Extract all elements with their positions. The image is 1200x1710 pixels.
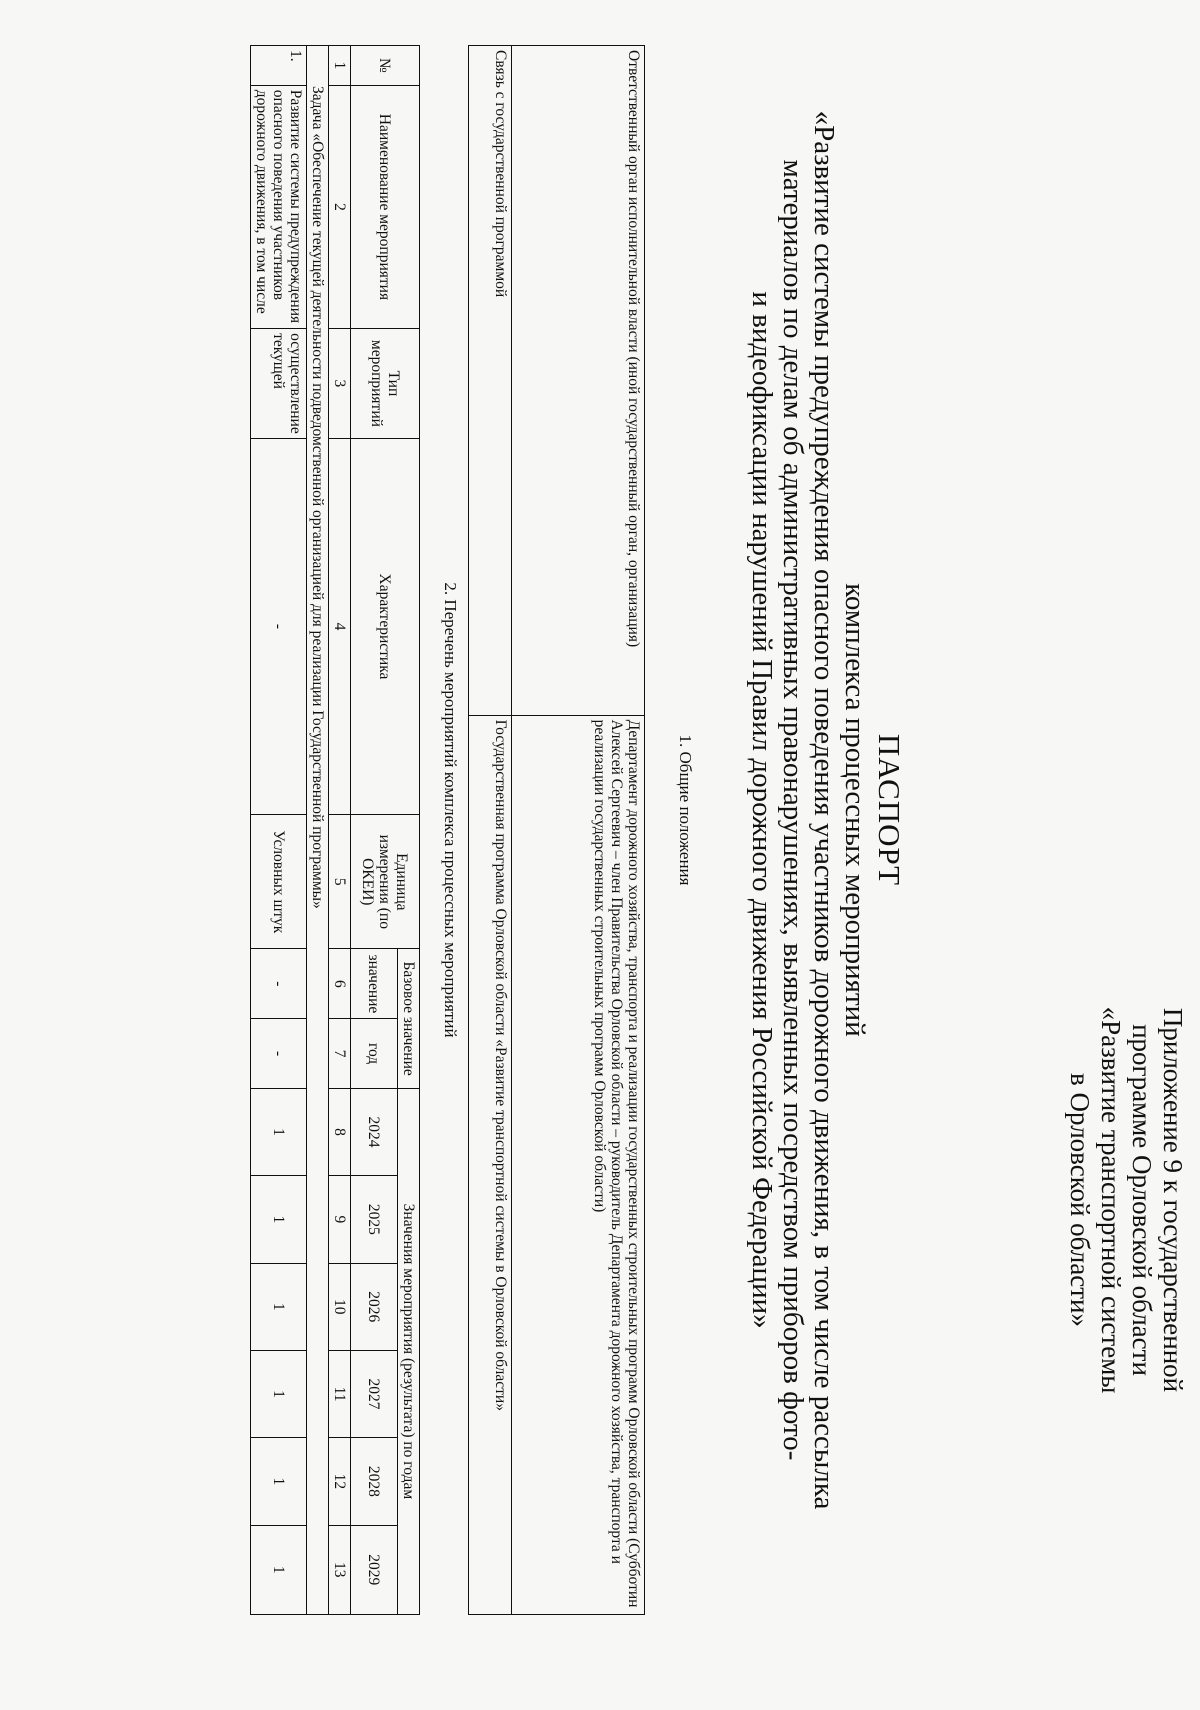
row-year-value: 1 — [251, 1176, 307, 1263]
header-base: Базовое значение — [398, 949, 420, 1088]
index-cell: 7 — [329, 1019, 351, 1088]
index-cell: 3 — [329, 329, 351, 439]
header-type: Тип мероприятий — [351, 329, 420, 439]
header-year: 2025 — [351, 1176, 398, 1263]
appendix-line: в Орловской области» — [1065, 1073, 1095, 1327]
row-base-year: - — [251, 1019, 307, 1088]
header-year: 2026 — [351, 1263, 398, 1350]
appendix-line: программе Орловской области — [1127, 1024, 1157, 1376]
row-type: осуществление текущей — [251, 329, 307, 439]
task-text: Задача «Обеспечение текущей деятельности подведомственной организацией для реализации Государственной программы» — [307, 46, 329, 1615]
table-row — [469, 46, 512, 1615]
table-row — [512, 46, 645, 1615]
row-value: Государственная программа Орловской области «Развитие транспортной системы в Орловской области» — [469, 715, 512, 1614]
index-cell: 11 — [329, 1350, 351, 1437]
index-cell: 10 — [329, 1263, 351, 1350]
header-base-year: год — [351, 1019, 398, 1088]
row-name: Развитие системы предупреждения опасного поведения участников дорожного движения, в том числе — [251, 85, 307, 328]
header-name: Наименование мероприятия — [351, 85, 420, 328]
title-line: «Развитие системы предупреждения опасного поведения участников дорожного движения, в том числе рассылка — [808, 110, 840, 1510]
header-unit: Единица измерения (по ОКЕИ) — [351, 815, 420, 949]
row-year-value: 1 — [251, 1438, 307, 1525]
section-1-caption: 1. Общие положения — [676, 734, 695, 886]
header-characteristic: Характеристика — [351, 438, 420, 814]
row-year-value: 1 — [251, 1263, 307, 1350]
task-row — [307, 46, 329, 1615]
measures-table — [250, 45, 420, 1615]
row-year-value: 1 — [251, 1525, 307, 1614]
row-num: 1. — [251, 46, 307, 86]
index-cell: 13 — [329, 1525, 351, 1614]
header-year: 2027 — [351, 1350, 398, 1437]
section-2-caption: 2. Перечень мероприятий комплекса процессных мероприятий — [441, 582, 460, 1038]
table-header-row — [398, 46, 420, 1615]
header-num: № — [351, 46, 420, 86]
row-base-value: - — [251, 949, 307, 1019]
row-value: Департамент дорожного хозяйства, транспорта и реализации государственных строительных программ Орловской области (Субботин Алексей Сергеевич – член Правительства Орловской области – руководитель Департамента дорожного хозяйства, транспорта и реализации государственных строительных программ Орловской области) — [512, 715, 645, 1614]
index-cell: 4 — [329, 438, 351, 814]
passport-heading: ПАСПОРТ — [872, 733, 907, 887]
index-cell: 6 — [329, 949, 351, 1019]
index-cell: 1 — [329, 46, 351, 86]
table-row — [251, 46, 307, 1615]
index-cell: 5 — [329, 815, 351, 949]
document-title — [746, 80, 905, 1540]
index-cell: 12 — [329, 1438, 351, 1525]
row-characteristic: - — [251, 438, 307, 814]
appendix-line: Приложение 9 к государственной — [1158, 1007, 1188, 1393]
general-provisions-table — [468, 45, 645, 1615]
row-year-value: 1 — [251, 1088, 307, 1175]
index-cell: 8 — [329, 1088, 351, 1175]
title-line: материалов по делам об административных правонарушениях, выявленных посредством приборов фото- — [777, 159, 809, 1461]
row-year-value: 1 — [251, 1350, 307, 1437]
passport-subtitle: комплекса процессных мероприятий — [839, 583, 871, 1037]
row-unit: Условных штук — [251, 815, 307, 949]
index-cell: 2 — [329, 85, 351, 328]
header-year: 2028 — [351, 1438, 398, 1525]
header-year: 2024 — [351, 1088, 398, 1175]
header-values-by-year: Значения мероприятия (результата) по годам — [398, 1088, 420, 1614]
appendix-line: «Развитие транспортной системы — [1096, 1006, 1126, 1394]
index-cell: 9 — [329, 1176, 351, 1263]
title-line: и видеофиксации нарушений Правил дорожного движения Российской Федерации» — [746, 291, 778, 1329]
header-base-value: значение — [351, 949, 398, 1019]
index-row — [329, 46, 351, 1615]
appendix-note — [1064, 940, 1188, 1460]
row-label: Связь с государственной программой — [469, 46, 512, 716]
header-year: 2029 — [351, 1525, 398, 1614]
row-label: Ответственный орган исполнительной власти (иной государственный орган, организация) — [512, 46, 645, 716]
